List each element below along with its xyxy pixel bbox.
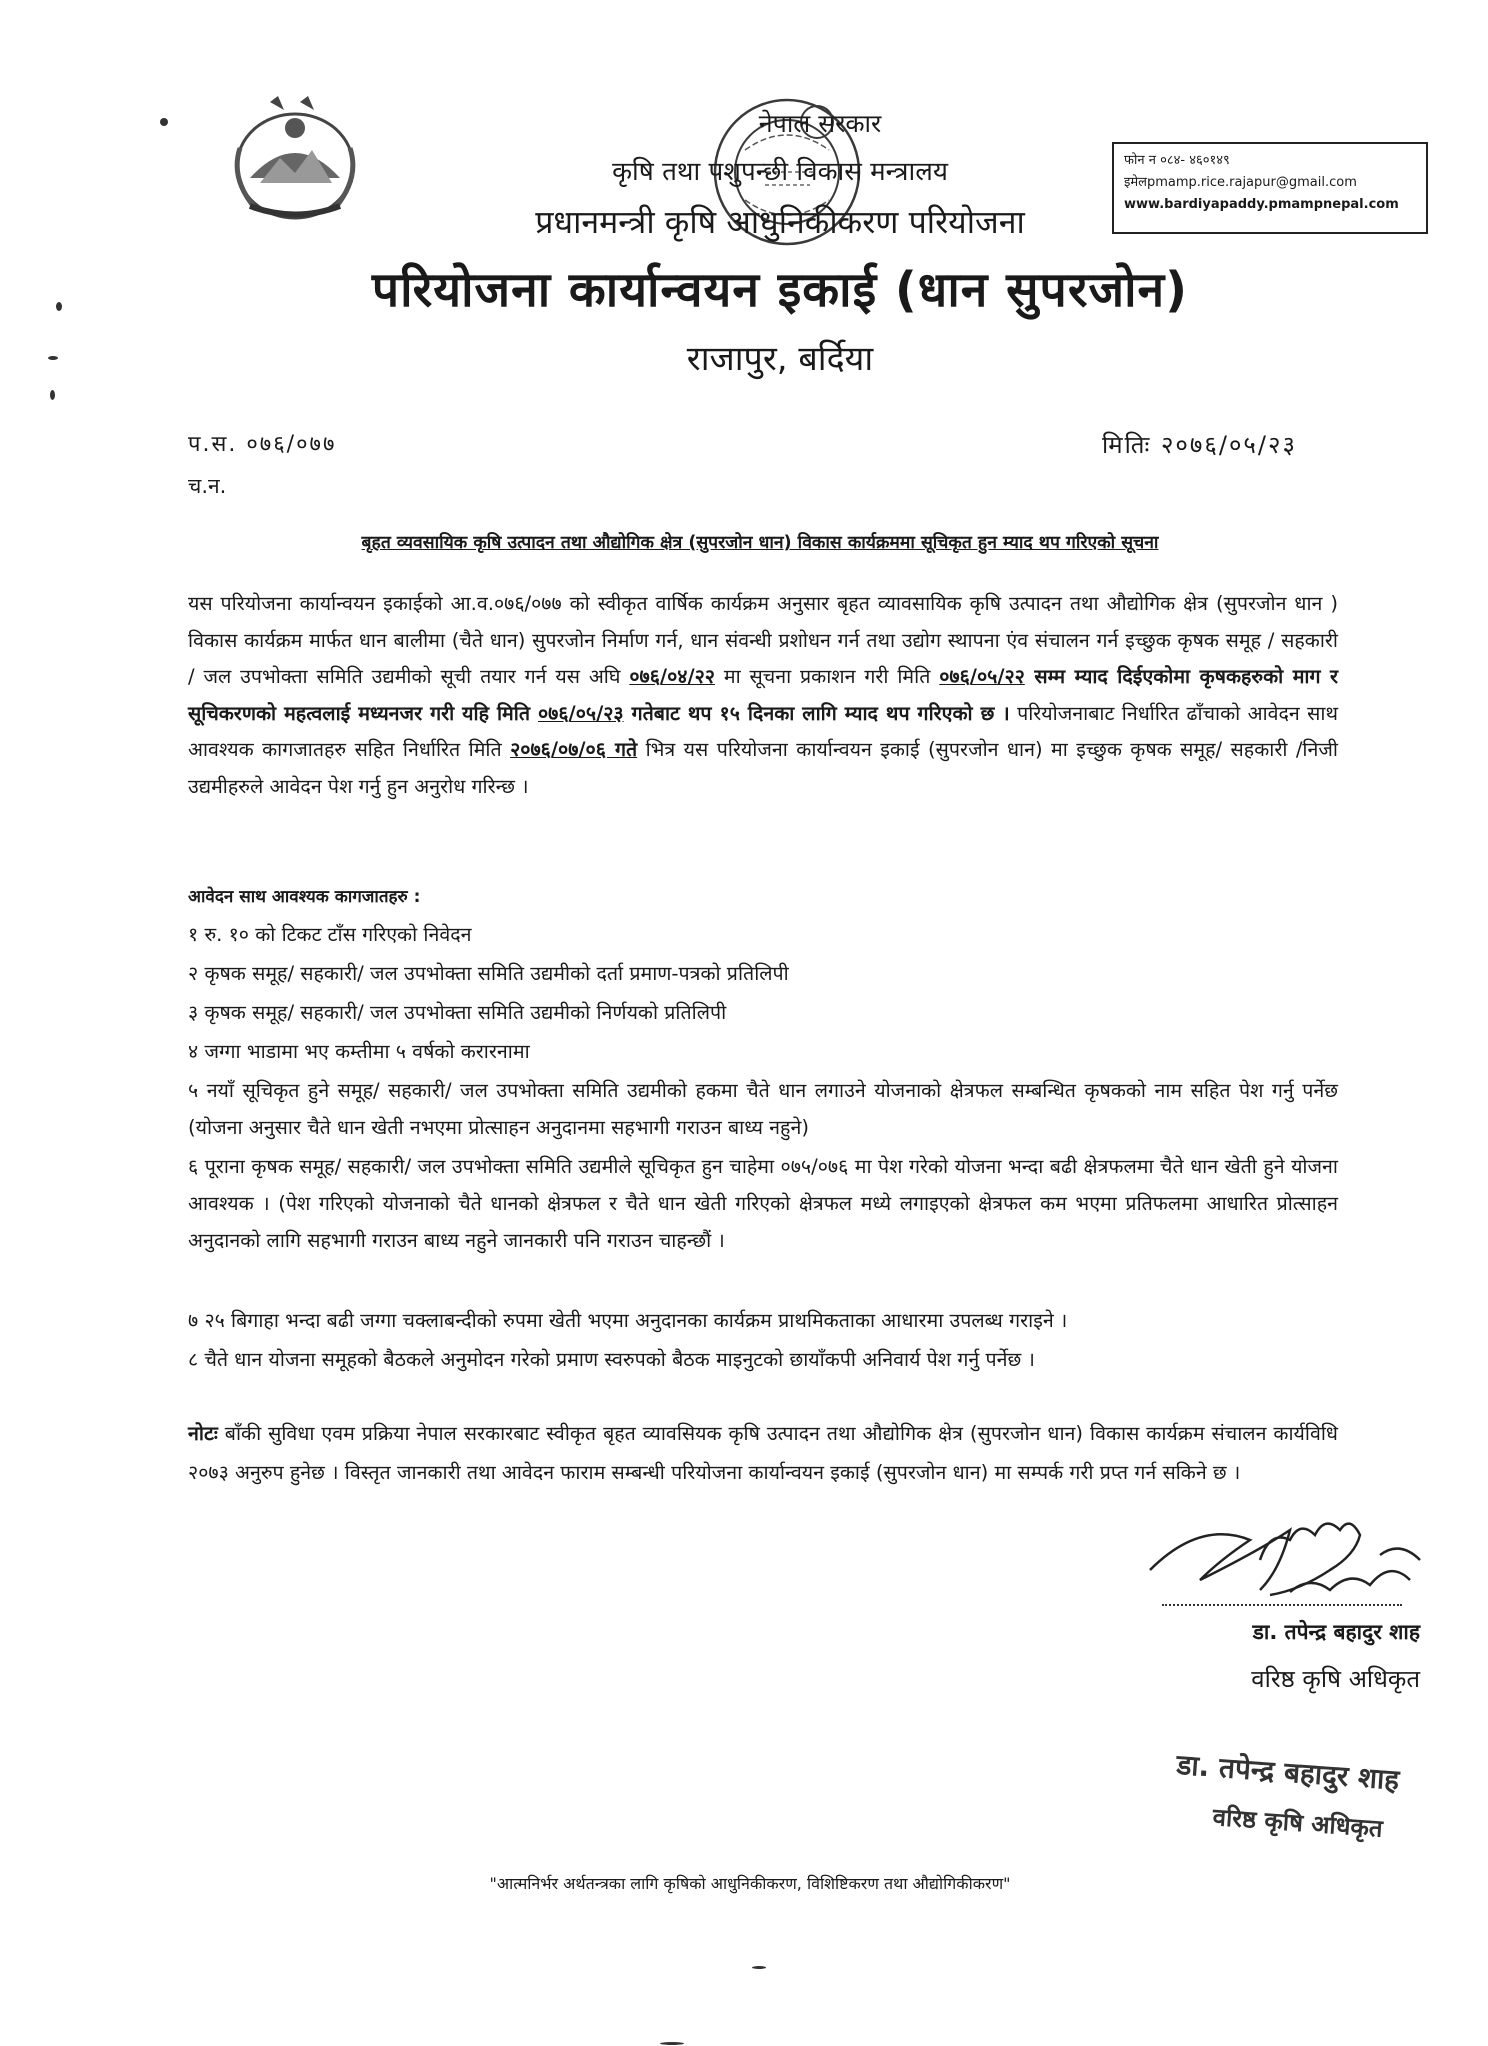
list-item (188, 1072, 1338, 1146)
notice-body (188, 586, 1338, 805)
list-text: जग्गा भाडामा भए कम्तीमा ५ वर्षको करारनामा (204, 1040, 530, 1063)
list-text: कृषक समूह/ सहकारी/ जल उपभोक्ता समिति उद्यमीको निर्णयको प्रतिलिपी (204, 1001, 727, 1024)
scan-speck (160, 118, 168, 126)
list-text: २५ बिगाहा भन्दा बढी जग्गा चक्लाबन्दीको रुपमा खेती भएमा अनुदानका कार्यक्रम प्राथमिकताका आधारमा उपलब्ध गराइने । (204, 1309, 1068, 1332)
body-deadline: २०७६/०७/०६ गते (510, 738, 638, 761)
note-paragraph (188, 1414, 1338, 1492)
scan-speck (752, 1966, 766, 1969)
body-text-4: भित्र यस परियोजना कार्यान्वयन इकाई (सुपरजोन धान) मा इच्छुक कृषक समूह/ सहकारी /निजी उद्यमीहरुले आवेदन पेश गर्नु हुन अनुरोध गरिन्छ । (188, 738, 1338, 798)
body-text-3: परियोजनाबाट निर्धारित ढाँचाको आवेदन साथ आवश्यक कागजातहरु सहित निर्धारित मिति (188, 701, 1338, 761)
rubber-stamp-title: वरिष्ठ कृषि अधिकृत (1211, 1802, 1384, 1843)
office-location: राजापुर, बर्दिया (686, 339, 874, 379)
body-bold-2: गतेबाट थप १५ दिनका लागि म्याद थप गरिएको छ । (623, 701, 1010, 725)
contact-box (1112, 142, 1428, 234)
list-number: ४ (188, 1040, 199, 1063)
list-number: ५ (188, 1079, 199, 1102)
list-item (188, 916, 1338, 953)
signature-line (1162, 1604, 1402, 1606)
scan-speck (660, 2042, 684, 2045)
body-text-2: मा सूचना प्रकाशन गरी मिति (714, 665, 940, 688)
list-item (188, 1148, 1338, 1259)
body-bold-1: सम्म म्याद दिईएकोमा कृषकहरुको माग र सूचिकरणको महत्वलाई मध्यनजर गरी यहि मिति (188, 665, 1339, 725)
list-item (188, 1341, 1338, 1378)
note-label: नोटः (188, 1422, 218, 1445)
list-text: पूराना कृषक समूह/ सहकारी/ जल उपभोक्ता समिति उद्यमीले सूचिकृत हुन चाहेमा ०७५/०७६ मा पेश गरेको योजना भन्दा बढी क्षेत्रफलमा चैते धान खेती हुने योजना आवश्यक । (पेश गरिएको योजनाको चैते धानको क्षेत्रफल र चैते धान खेती गरिएको क्षेत्रफल मध्ये लगाइएको क्षेत्रफल कम भएमा प्रतिफलमा आधारित प्रोत्साहन अनुदानको लागि सहभागी गराउन बाध्य नहुने जानकारी पनि गराउन चाहन्छौं । (188, 1155, 1338, 1252)
list-number: ७ (188, 1309, 199, 1332)
body-bold-date-2: ०७६/०५/२३ (537, 701, 624, 725)
list-text: रु. १० को टिकट टाँस गरिएको निवेदन (204, 923, 472, 946)
body-date-1: ०७६/०४/२२ (629, 665, 715, 688)
rubber-stamp-name: डा. तपेन्द्र बहादुर शाह (1175, 1747, 1401, 1797)
reference-number: प.स. ०७६/०७७ (188, 432, 337, 457)
scan-speck (50, 390, 55, 400)
signatory-name: डा. तपेन्द्र बहादुर शाह (1252, 1620, 1420, 1644)
scan-speck (48, 356, 58, 360)
body-text-1: यस परियोजना कार्यान्वयन इकाईको आ.व.०७६/०७७ को स्वीकृत वार्षिक कार्यक्रम अनुसार बृहत व्यावसायिक कृषि उत्पादन तथा औद्योगिक क्षेत्र (सुपरजोन धान ) विकास कार्यक्रम मार्फत धान बालीमा (चैते धान) सुपरजोन निर्माण गर्न, धान संवन्धी प्रशोधन गर्न तथा उद्योग स्थापना एंव संचालन गर्न इच्छुक कृषक समूह / सहकारी / जल उपभोक्ता समिति उद्यमीको सूची तयार गर्न यस अघि (188, 592, 1338, 688)
list-item (188, 955, 1338, 992)
letter-date: मितिः २०७६/०५/२३ (1102, 431, 1297, 459)
scan-speck (56, 302, 62, 311)
contact-website: www.bardiyapaddy.pmampnepal.com (1124, 197, 1399, 212)
list-item (188, 1033, 1338, 1070)
project-title: प्रधानमन्त्री कृषि आधुनिकीकरण परियोजना (535, 203, 1025, 241)
signatory-title: वरिष्ठ कृषि अधिकृत (1251, 1665, 1420, 1693)
contact-email: इमेलpmamp.rice.rajapur@gmail.com (1124, 175, 1357, 190)
list-number: ६ (188, 1155, 199, 1178)
footer-motto: "आत्मनिर्भर अर्थतन्त्रका लागि कृषिको आधुनिकीकरण, विशिष्टिकरण तथा औद्योगिकीकरण" (489, 1874, 1011, 1893)
contact-phone: फोन न ०८४- ४६०१४९ (1124, 153, 1230, 168)
list-item (188, 994, 1338, 1031)
list-number: २ (188, 962, 199, 985)
documents-heading: आवेदन साथ आवश्यक कागजातहरु : (188, 887, 421, 907)
note-text: बाँकी सुविधा एवम प्रक्रिया नेपाल सरकारबाट स्वीकृत बृहत व्यावसियक कृषि उत्पादन तथा औद्योगिक क्षेत्र (सुपरजोन धान) विकास कार्यक्रम संचालन कार्यविधि २०७३ अनुरुप हुनेछ । विस्तृत जानकारी तथा आवेदन फाराम सम्बन्धी परियोजना कार्यान्वयन इकाई (सुपरजोन धान) मा सम्पर्क गरी प्रप्त गर्न सकिने छ । (188, 1422, 1338, 1484)
unit-title: परियोजना कार्यान्वयन इकाई (धान सुपरजोन) (371, 262, 1189, 318)
ministry-title: कृषि तथा पशुपन्छी विकास मन्त्रालय (612, 157, 948, 187)
dispatch-number: च.न. (188, 474, 227, 498)
list-text: कृषक समूह/ सहकारी/ जल उपभोक्ता समिति उद्यमीको दर्ता प्रमाण-पत्रको प्रतिलिपी (204, 962, 789, 985)
list-number: १ (188, 923, 199, 946)
list-item (188, 1302, 1338, 1339)
notice-subject: बृहत व्यवसायिक कृषि उत्पादन तथा औद्योगिक क्षेत्र (सुपरजोन धान) विकास कार्यक्रममा सूचिकृत हुन म्याद थप गरिएको सूचना (361, 533, 1159, 553)
body-bold-date-1: ०७६/०५/२२ (939, 665, 1025, 688)
government-title: नेपाल सरकार (758, 109, 882, 138)
list-number: ८ (188, 1348, 199, 1371)
list-number: ३ (188, 1001, 199, 1024)
list-text: चैते धान योजना समूहको बैठकले अनुमोदन गरेको प्रमाण स्वरुपको बैठक माइनुटको छायाँकपी अनिवार्य पेश गर्नु पर्नेछ । (204, 1348, 1035, 1371)
handwritten-signature (1140, 1500, 1440, 1630)
list-text: नयाँ सूचिकृत हुने समूह/ सहकारी/ जल उपभोक्ता समिति उद्यमीको हकमा चैते धान लगाउने योजनाको क्षेत्रफल सम्बन्धित कृषकको नाम सहित पेश गर्नु पर्नेछ (योजना अनुसार चैते धान खेती नभएमा प्रोत्साहन अनुदानमा सहभागी गराउन बाध्य नहुने) (188, 1079, 1338, 1139)
